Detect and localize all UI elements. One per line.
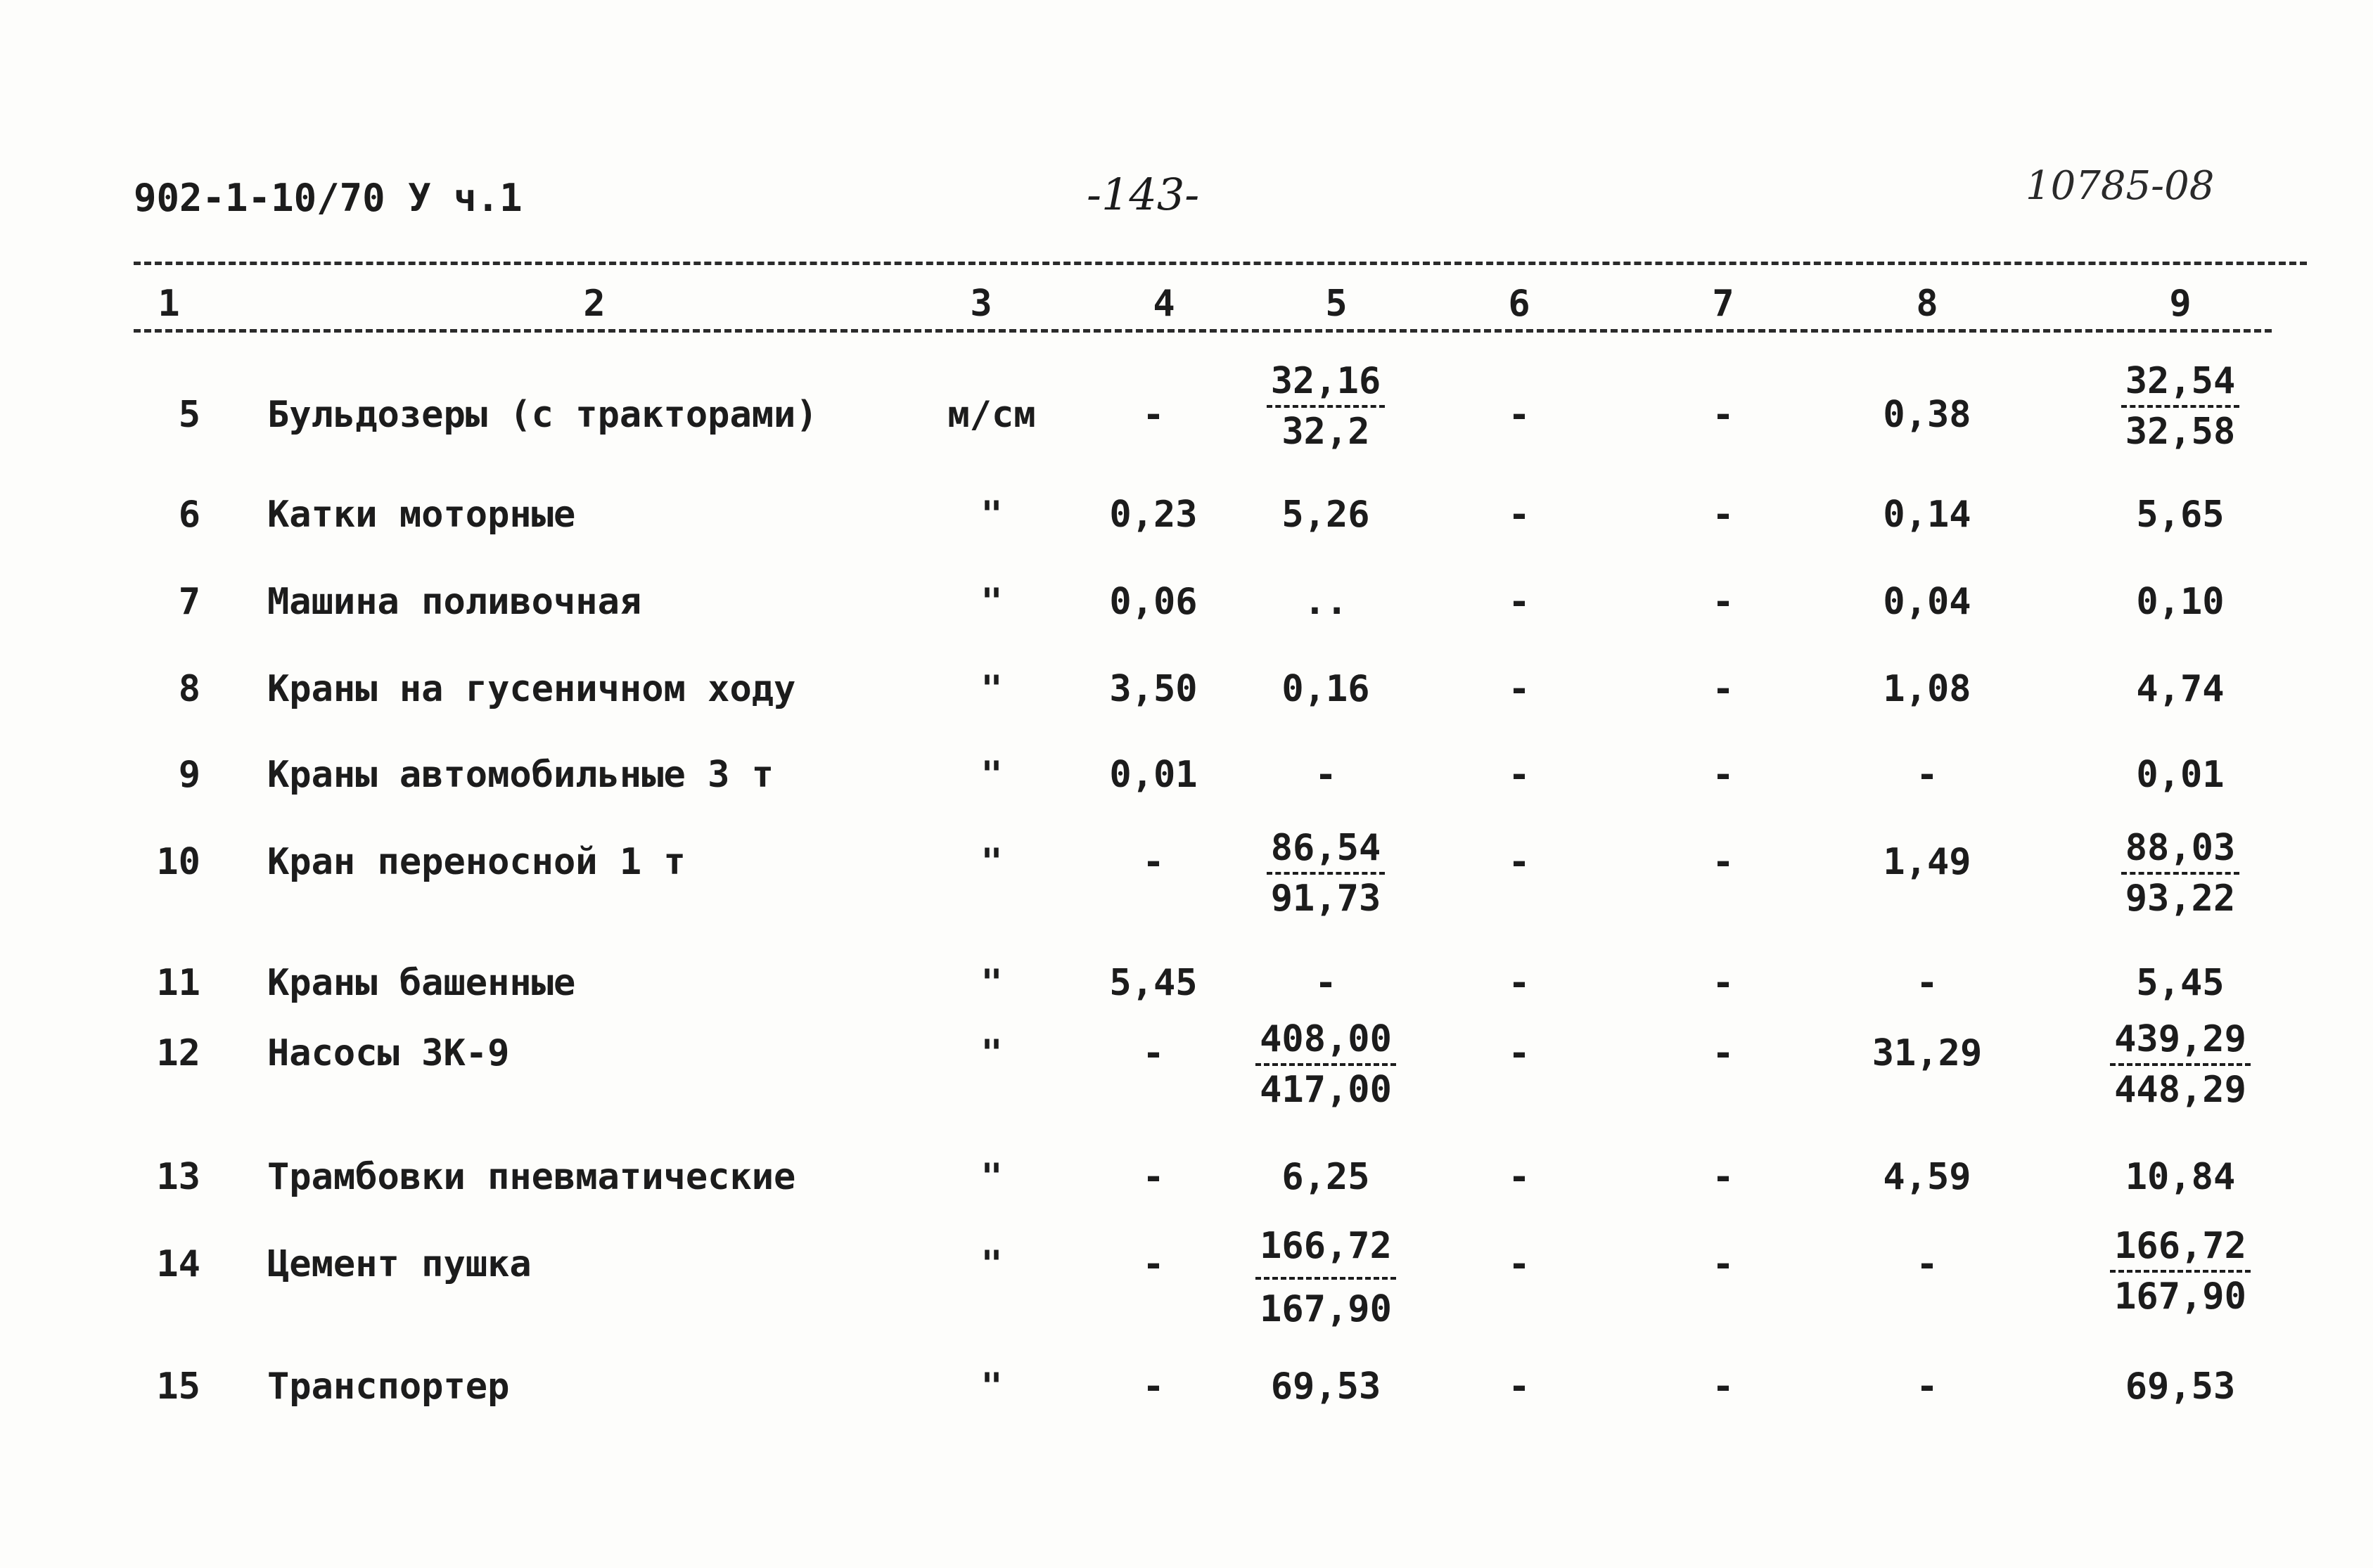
col7-value: - (1712, 394, 1734, 436)
col4-value: - (1142, 841, 1165, 883)
row-number: 10 (156, 841, 200, 883)
col4-value: - (1142, 394, 1165, 436)
item-name: Кран переносной 1 т (267, 841, 686, 883)
col8-value: - (1916, 1243, 1938, 1285)
col9-fraction (2096, 827, 2265, 921)
col6-value: - (1508, 494, 1530, 536)
col9-denominator: 167,90 (2114, 1275, 2246, 1318)
item-name: Цемент пушка (267, 1243, 532, 1285)
col5-fraction (1259, 827, 1393, 921)
col6-value: - (1508, 1243, 1530, 1285)
col9-value: 4,74 (2136, 668, 2225, 710)
col5-denominator: 417,00 (1260, 1069, 1392, 1111)
col6-value: - (1508, 1156, 1530, 1198)
col9-numerator: 32,54 (2121, 360, 2240, 408)
unit: " (980, 1032, 1003, 1074)
document-code: 902-1-10/70 У ч.1 (134, 176, 523, 220)
col4-value: 0,01 (1109, 754, 1198, 796)
item-name: Катки моторные (267, 494, 576, 536)
col9-fraction (2096, 1225, 2265, 1319)
col7-value: - (1712, 754, 1734, 796)
col9-value: 5,65 (2136, 494, 2225, 536)
col8-value: 0,04 (1883, 581, 1971, 623)
col9-denominator: 93,22 (2125, 878, 2236, 920)
row-number: 12 (156, 1032, 200, 1074)
unit: " (980, 668, 1003, 710)
row-number: 15 (156, 1365, 200, 1408)
unit: " (980, 754, 1003, 796)
col7-value: - (1712, 581, 1734, 623)
col5-value: - (1315, 754, 1337, 796)
item-name: Краны башенные (267, 962, 576, 1004)
col6-value: - (1508, 668, 1530, 710)
col9-value: 5,45 (2136, 962, 2225, 1004)
col5-denominator: 32,2 (1281, 411, 1370, 453)
col6-value: - (1508, 1365, 1530, 1408)
col5-value: 6,25 (1281, 1156, 1370, 1198)
column-number: 7 (1712, 283, 1734, 325)
col8-value: - (1916, 962, 1938, 1004)
col7-value: - (1712, 841, 1734, 883)
col8-value: - (1916, 754, 1938, 796)
unit: " (980, 841, 1003, 883)
column-number: 8 (1916, 283, 1938, 325)
col4-value: - (1142, 1365, 1165, 1408)
col9-value: 10,84 (2125, 1156, 2236, 1198)
col4-value: - (1142, 1156, 1165, 1198)
row-number: 9 (178, 754, 200, 796)
col5-value: 0,16 (1281, 668, 1370, 710)
row-number: 11 (156, 962, 200, 1004)
col9-value: 69,53 (2125, 1365, 2236, 1408)
unit: " (980, 1365, 1003, 1408)
column-number: 5 (1325, 283, 1348, 325)
col8-value: 31,29 (1872, 1032, 1983, 1074)
col7-value: - (1712, 1032, 1734, 1074)
col6-value: - (1508, 581, 1530, 623)
col8-value: 0,38 (1883, 394, 1971, 436)
row-number: 13 (156, 1156, 200, 1198)
item-name: Транспортер (267, 1365, 510, 1408)
item-name: Краны на гусеничном ходу (267, 668, 796, 710)
col4-value: 0,23 (1109, 494, 1198, 536)
table-top-rule (134, 262, 2307, 265)
col5-numerator: 166,72 (1255, 1225, 1396, 1280)
row-number: 6 (178, 494, 200, 536)
page-number: -143- (1087, 169, 1200, 220)
col5-numerator: 408,00 (1255, 1018, 1396, 1066)
col5-value: 5,26 (1281, 494, 1370, 536)
column-header-rule (134, 329, 2272, 333)
item-name: Бульдозеры (с тракторами) (267, 394, 818, 436)
col5-value: 69,53 (1270, 1365, 1381, 1408)
col9-value: 0,01 (2136, 754, 2225, 796)
col9-denominator: 32,58 (2125, 411, 2236, 453)
col6-value: - (1508, 394, 1530, 436)
col5-value: - (1315, 962, 1337, 1004)
col8-value: - (1916, 1365, 1938, 1408)
col6-value: - (1508, 962, 1530, 1004)
col7-value: - (1712, 668, 1734, 710)
item-name: Краны автомобильные 3 т (267, 754, 774, 796)
col9-denominator: 448,29 (2114, 1069, 2246, 1111)
col7-value: - (1712, 1243, 1734, 1285)
col5-numerator: 86,54 (1267, 827, 1386, 875)
column-number: 9 (2169, 283, 2192, 325)
unit: " (980, 1243, 1003, 1285)
col9-value: 0,10 (2136, 581, 2225, 623)
column-number: 3 (970, 283, 992, 325)
row-number: 5 (178, 394, 200, 436)
col9-numerator: 439,29 (2110, 1018, 2251, 1066)
col4-value: 5,45 (1109, 962, 1198, 1004)
row-number: 14 (156, 1243, 200, 1285)
col9-numerator: 166,72 (2110, 1225, 2251, 1273)
reference-number: 10785-08 (2026, 163, 2215, 209)
row-number: 7 (178, 581, 200, 623)
col5-value: .. (1303, 581, 1348, 623)
unit: " (980, 1156, 1003, 1198)
unit: " (980, 962, 1003, 1004)
col6-value: - (1508, 841, 1530, 883)
col9-fraction (2096, 1018, 2265, 1112)
column-number: 2 (583, 283, 606, 325)
col5-denominator: 167,90 (1260, 1288, 1392, 1330)
column-number-row (0, 283, 2373, 332)
unit: " (980, 494, 1003, 536)
item-name: Машина поливочная (267, 581, 642, 623)
col4-value: 3,50 (1109, 668, 1198, 710)
col6-value: - (1508, 754, 1530, 796)
column-number: 4 (1153, 283, 1175, 325)
col8-value: 0,14 (1883, 494, 1971, 536)
col7-value: - (1712, 1156, 1734, 1198)
col4-value: - (1142, 1243, 1165, 1285)
col5-fraction (1259, 1225, 1393, 1332)
col5-denominator: 91,73 (1270, 878, 1381, 920)
col5-numerator: 32,16 (1267, 360, 1386, 408)
col7-value: - (1712, 494, 1734, 536)
col8-value: 1,49 (1883, 841, 1971, 883)
col7-value: - (1712, 962, 1734, 1004)
column-number: 1 (158, 283, 180, 325)
col7-value: - (1712, 1365, 1734, 1408)
item-name: Насосы ЗК-9 (267, 1032, 510, 1074)
col5-fraction (1259, 1018, 1393, 1112)
col9-numerator: 88,03 (2121, 827, 2240, 875)
col4-value: 0,06 (1109, 581, 1198, 623)
col9-fraction (2096, 360, 2265, 454)
unit: " (980, 581, 1003, 623)
col5-fraction (1259, 360, 1393, 454)
col8-value: 1,08 (1883, 668, 1971, 710)
unit: м/см (947, 394, 1036, 436)
col4-value: - (1142, 1032, 1165, 1074)
col8-value: 4,59 (1883, 1156, 1971, 1198)
item-name: Трамбовки пневматические (267, 1156, 796, 1198)
column-number: 6 (1508, 283, 1530, 325)
col6-value: - (1508, 1032, 1530, 1074)
row-number: 8 (178, 668, 200, 710)
